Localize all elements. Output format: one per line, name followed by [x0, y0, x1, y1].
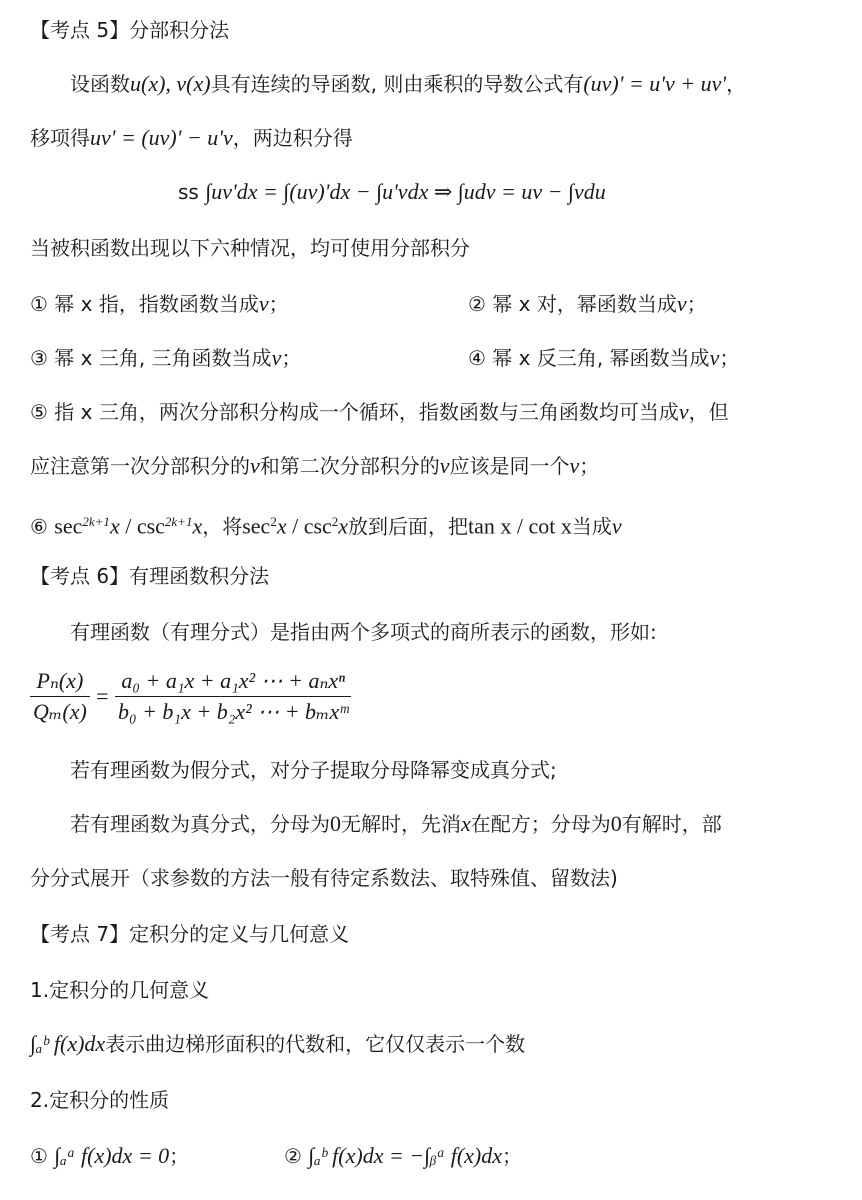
case-5-text-e: 应该是同一个: [449, 454, 570, 478]
case-2-text: 幂 x 对，幂函数当成: [492, 292, 677, 316]
main-formula: ∫uv'dx = ∫(uv)'dx − ∫u'vdx ⇒ ∫udv = uv − ∫vdu: [205, 179, 606, 204]
case-6-x-1: x: [109, 513, 120, 539]
move-paragraph: [30, 122, 353, 154]
case-6-sq-2: 2: [331, 514, 339, 529]
case-6-number: ⑥: [30, 514, 48, 539]
case-4-text: 幂 x 反三角, 幂函数当成: [492, 346, 710, 370]
case-2-number: ②: [468, 292, 486, 316]
case-6-x-3: x: [276, 513, 287, 539]
case-5-text-c: 应注意第一次分部积分的: [30, 454, 250, 478]
section-6-heading: 【考点 6】有理函数积分法: [30, 564, 270, 588]
case-6-text-c: 当成: [571, 514, 612, 539]
subsection-1-title: 1.定积分的几何意义: [30, 978, 210, 1002]
property-2-end: ；: [502, 1144, 522, 1168]
case-2-v: v: [676, 291, 687, 316]
intro-paragraph: [70, 68, 746, 100]
case-4: [468, 342, 739, 374]
lhs-fraction: [30, 668, 90, 725]
case-5-continued: [30, 450, 599, 482]
case-5-text-a: 指 x 三角，两次分部积分构成一个循环，指数函数与三角函数均可当成: [54, 400, 679, 424]
case-1: [30, 288, 289, 320]
rhs-numerator: a₀ + a₁x + a₁x² ⋯ + aₙxⁿ: [115, 668, 352, 697]
case-3-text: 幂 x 三角, 三角函数当成: [54, 346, 272, 370]
case-3-v: v: [271, 345, 282, 370]
property-2: [284, 1140, 522, 1172]
geometric-meaning-text: 表示曲边梯形面积的代数和，它仅仅表示一个数: [105, 1032, 526, 1056]
intro-text-a: 设函数: [70, 72, 130, 96]
property-1-end: ；: [169, 1144, 190, 1168]
case-4-v: v: [709, 345, 720, 370]
case-6-csc: / csc: [119, 513, 165, 539]
case-2-end: ；: [686, 292, 707, 316]
property-1-number: ①: [30, 1144, 48, 1168]
proper-fraction-rule: [70, 808, 722, 840]
property-2-number: ②: [284, 1144, 302, 1168]
intro-functions: u(x), v(x): [130, 71, 211, 96]
move-text-a: 移项得: [30, 126, 90, 150]
case-1-v: v: [258, 291, 269, 316]
case-1-text: 幂 x 指，指数函数当成: [54, 292, 259, 316]
case-6-sq-1: 2: [270, 514, 277, 529]
case-5-v-first: v: [250, 453, 260, 478]
case-3-number: ③: [30, 346, 48, 370]
case-6-exponent-sec: 2k+1: [82, 514, 110, 529]
section-7-heading: 【考点 7】定积分的定义与几何意义: [30, 922, 350, 946]
case-5: [30, 396, 729, 428]
rhs-fraction: [115, 668, 352, 725]
product-rule-formula: (uv)' = u'v + uv': [583, 71, 727, 96]
subsection-2-title: 2.定积分的性质: [30, 1088, 170, 1112]
case-2: [468, 288, 707, 320]
case-1-end: ；: [268, 292, 289, 316]
variable-x: x: [461, 811, 471, 836]
move-text-b: ，两边积分得: [232, 126, 353, 150]
case-6-sec2: sec: [242, 513, 271, 539]
case-6-text-b: 放到后面，把: [348, 514, 469, 539]
proper-text-a: 若有理函数为真分式，分母为: [70, 812, 330, 836]
case-3: [30, 342, 301, 374]
intro-end: ，: [726, 72, 747, 96]
rational-function-formula: [30, 668, 351, 725]
case-5-number: ⑤: [30, 400, 48, 424]
case-6-tan-cot: tan x / cot x: [468, 513, 572, 539]
case-5-text-f: ；: [579, 454, 600, 478]
case-6-v: v: [611, 513, 622, 539]
proper-text-b: 无解时，先消: [341, 812, 461, 836]
section-5-heading: 【考点 5】分部积分法: [30, 18, 230, 42]
case-6-csc2: / csc: [286, 513, 332, 539]
definite-integral-formula: ∫ₐᵇ f(x)dx: [30, 1031, 106, 1056]
case-6-x-2: x: [192, 513, 203, 539]
case-5-v-second: v: [439, 453, 450, 478]
case-6-exponent-csc: 2k+1: [164, 514, 193, 529]
case-6: [30, 506, 622, 543]
intro-text-b: 具有连续的导函数, 则由乘积的导数公式有: [210, 72, 584, 96]
case-3-end: ；: [281, 346, 302, 370]
property-1-formula: ∫ₐᵃ f(x)dx = 0: [54, 1143, 170, 1168]
case-4-end: ；: [719, 346, 740, 370]
lhs-denominator: Qₘ(x): [33, 699, 87, 724]
case-5-v: v: [678, 399, 689, 424]
property-1: [30, 1140, 189, 1172]
lhs-numerator: Pₙ(x): [30, 668, 90, 697]
improper-fraction-rule: 若有理函数为假分式，对分子提取分母降幂变成真分式;: [70, 758, 557, 782]
case-1-number: ①: [30, 292, 48, 316]
case-6-text-a: ，将: [202, 514, 243, 539]
rhs-denominator: b₀ + b₁x + b₂x² ⋯ + bₘxᵐ: [117, 699, 349, 724]
case-5-v-same: v: [569, 453, 580, 478]
equals-sign: =: [96, 683, 109, 709]
move-formula: uv' = (uv)' − u'v: [90, 125, 233, 150]
partial-fraction-line: 分分式展开（求参数的方法一般有待定系数法、取特殊值、留数法): [30, 866, 618, 890]
integration-by-parts-formula: [178, 176, 606, 208]
rational-intro: 有理函数（有理分式）是指由两个多项式的商所表示的函数，形如:: [70, 620, 657, 644]
property-2-formula: ∫ₐᵇ f(x)dx = −∫ᵦᵃ f(x)dx: [308, 1143, 502, 1168]
case-6-sec: sec: [54, 513, 83, 539]
case-5-text-d: 和第二次分部积分的: [259, 454, 440, 478]
formula-prefix: ss: [178, 180, 199, 204]
zero-1: 0: [330, 811, 341, 836]
case-6-x-4: x: [338, 513, 349, 539]
case-4-number: ④: [468, 346, 486, 370]
proper-text-c: 在配方；分母为: [470, 812, 611, 836]
geometric-meaning: [30, 1028, 525, 1060]
cases-intro: 当被积函数出现以下六种情况，均可使用分部积分: [30, 236, 470, 260]
zero-2: 0: [610, 811, 622, 836]
proper-text-d: 有解时，部: [621, 812, 722, 836]
case-5-text-b: ，但: [688, 400, 729, 424]
